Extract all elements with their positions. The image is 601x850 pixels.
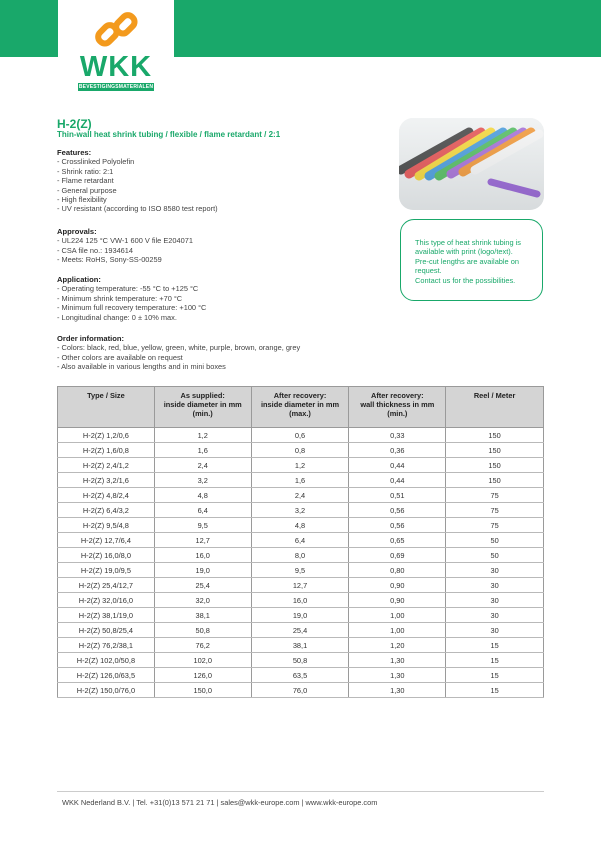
table-cell: H-2(Z) 19,0/9,5 — [58, 563, 155, 578]
table-row — [58, 608, 544, 623]
table-cell: H-2(Z) 1,2/0,6 — [58, 428, 155, 443]
table-cell: 150 — [446, 473, 544, 488]
product-photo — [399, 118, 544, 210]
list-item: - CSA file no.: 1934614 — [57, 245, 134, 255]
table-cell: 30 — [446, 563, 544, 578]
header-as-supplied: As supplied: inside diameter in mm (min.) — [154, 387, 251, 428]
table-cell: 25,4 — [154, 578, 251, 593]
table-cell: H-2(Z) 3,2/1,6 — [58, 473, 155, 488]
table-row — [58, 518, 544, 533]
table-cell: 150 — [446, 428, 544, 443]
application-heading: Application: — [57, 275, 101, 284]
table-cell: H-2(Z) 32,0/16,0 — [58, 593, 155, 608]
table-row — [58, 548, 544, 563]
list-item: - Also available in various lengths and in mini boxes — [57, 362, 226, 372]
table-cell: 1,00 — [349, 608, 446, 623]
header-type-size: Type / Size — [58, 387, 155, 428]
table-row — [58, 473, 544, 488]
table-cell: 150 — [446, 458, 544, 473]
table-row — [58, 593, 544, 608]
table-cell: 15 — [446, 653, 544, 668]
info-line: request. — [415, 266, 442, 276]
table-cell: 50,8 — [154, 623, 251, 638]
order-section — [57, 334, 300, 372]
table-cell: H-2(Z) 38,1/19,0 — [58, 608, 155, 623]
table-cell: 0,44 — [349, 473, 446, 488]
list-item: - Minimum full recovery temperature: +100 °C — [57, 303, 207, 313]
footer-divider — [57, 791, 544, 792]
table-cell: 1,2 — [154, 428, 251, 443]
table-cell: H-2(Z) 4,8/2,4 — [58, 488, 155, 503]
table-cell: 0,56 — [349, 503, 446, 518]
table-cell: 4,8 — [154, 488, 251, 503]
table-cell: 3,2 — [154, 473, 251, 488]
table-row — [58, 533, 544, 548]
table-cell: 0,36 — [349, 443, 446, 458]
table-cell: H-2(Z) 126,0/63,5 — [58, 668, 155, 683]
table-cell: H-2(Z) 1,6/0,8 — [58, 443, 155, 458]
table-cell: 1,30 — [349, 668, 446, 683]
table-cell: 30 — [446, 578, 544, 593]
table-cell: 38,1 — [251, 638, 349, 653]
table-row — [58, 653, 544, 668]
table-row — [58, 503, 544, 518]
table-cell: 16,0 — [154, 548, 251, 563]
table-cell: 50 — [446, 533, 544, 548]
table-cell: 12,7 — [251, 578, 349, 593]
table-cell: 0,6 — [251, 428, 349, 443]
table-cell: 1,6 — [154, 443, 251, 458]
table-cell: 1,20 — [349, 638, 446, 653]
footer-contact: WKK Nederland B.V. | Tel. +31(0)13 571 21 71 | sales@wkk-europe.com | www.wkk-europe.com — [62, 798, 378, 807]
table-cell: 0,33 — [349, 428, 446, 443]
table-cell: H-2(Z) 2,4/1,2 — [58, 458, 155, 473]
table-cell: 15 — [446, 683, 544, 698]
spec-table — [57, 386, 544, 698]
list-item: - Colors: black, red, blue, yellow, green, white, purple, brown, orange, grey — [57, 343, 301, 353]
table-row — [58, 638, 544, 653]
info-line: Pre-cut lengths are available on — [415, 256, 519, 266]
table-cell: 0,44 — [349, 458, 446, 473]
table-cell: 30 — [446, 593, 544, 608]
features-section — [57, 148, 218, 214]
table-cell: 150,0 — [154, 683, 251, 698]
table-cell: H-2(Z) 50,8/25,4 — [58, 623, 155, 638]
table-cell: 9,5 — [251, 563, 349, 578]
table-cell: 25,4 — [251, 623, 349, 638]
table-row — [58, 428, 544, 443]
table-cell: 76,2 — [154, 638, 251, 653]
table-cell: 6,4 — [251, 533, 349, 548]
table-cell: 63,5 — [251, 668, 349, 683]
table-cell: H-2(Z) 9,5/4,8 — [58, 518, 155, 533]
table-row — [58, 443, 544, 458]
table-row — [58, 623, 544, 638]
list-item: - Meets: RoHS, Sony-SS-00259 — [57, 255, 162, 265]
table-cell: 8,0 — [251, 548, 349, 563]
table-cell: 1,6 — [251, 473, 349, 488]
table-row — [58, 458, 544, 473]
table-cell: 75 — [446, 488, 544, 503]
table-cell: 1,30 — [349, 653, 446, 668]
chain-link-icon — [93, 6, 139, 56]
table-cell: 2,4 — [251, 488, 349, 503]
order-heading: Order information: — [57, 334, 125, 343]
table-cell: 30 — [446, 608, 544, 623]
table-cell: 1,00 — [349, 623, 446, 638]
table-cell: 0,90 — [349, 593, 446, 608]
table-cell: 15 — [446, 668, 544, 683]
table-cell: 19,0 — [251, 608, 349, 623]
table-cell: 1,2 — [251, 458, 349, 473]
table-cell: H-2(Z) 150,0/76,0 — [58, 683, 155, 698]
table-cell: H-2(Z) 6,4/3,2 — [58, 503, 155, 518]
list-item: - Operating temperature: -55 °C to +125 °C — [57, 284, 199, 294]
table-row — [58, 668, 544, 683]
table-cell: H-2(Z) 25,4/12,7 — [58, 578, 155, 593]
list-item: - Shrink ratio: 2:1 — [57, 166, 114, 176]
approvals-section — [57, 227, 193, 265]
table-row — [58, 488, 544, 503]
table-cell: 0,69 — [349, 548, 446, 563]
table-cell: H-2(Z) 16,0/8,0 — [58, 548, 155, 563]
product-title: H-2(Z) — [57, 117, 92, 131]
table-cell: 1,30 — [349, 683, 446, 698]
table-cell: 12,7 — [154, 533, 251, 548]
table-cell: 6,4 — [154, 503, 251, 518]
table-cell: 38,1 — [154, 608, 251, 623]
table-cell: 0,90 — [349, 578, 446, 593]
table-cell: 0,65 — [349, 533, 446, 548]
table-cell: 4,8 — [251, 518, 349, 533]
table-cell: H-2(Z) 102,0/50,8 — [58, 653, 155, 668]
table-cell: 3,2 — [251, 503, 349, 518]
table-cell: H-2(Z) 12,7/6,4 — [58, 533, 155, 548]
list-item: - General purpose — [57, 185, 117, 195]
table-row — [58, 563, 544, 578]
table-row — [58, 578, 544, 593]
table-cell: 32,0 — [154, 593, 251, 608]
table-cell: 150 — [446, 443, 544, 458]
approvals-heading: Approvals: — [57, 227, 97, 236]
application-section — [57, 275, 206, 322]
logo-wordmark: WKK — [79, 51, 153, 83]
info-line: This type of heat shrink tubing is — [415, 238, 521, 247]
list-item: - Flame retardant — [57, 176, 114, 186]
info-line: available with print (logo/text). — [415, 247, 513, 257]
table-cell: 2,4 — [154, 458, 251, 473]
table-cell: 0,80 — [349, 563, 446, 578]
table-cell: 75 — [446, 518, 544, 533]
table-cell: 19,0 — [154, 563, 251, 578]
table-cell: 50 — [446, 548, 544, 563]
print-info-box — [400, 219, 543, 301]
table-cell: 0,51 — [349, 488, 446, 503]
product-subtitle: Thin-wall heat shrink tubing / flexible / flame retardant / 2:1 — [57, 130, 281, 139]
list-item: - UV resistant (according to ISO 8580 test report) — [57, 204, 218, 214]
table-cell: 15 — [446, 638, 544, 653]
table-cell: 76,0 — [251, 683, 349, 698]
table-header-row — [58, 387, 544, 428]
table-row — [58, 683, 544, 698]
header-reel-meter: Reel / Meter — [446, 387, 544, 428]
logo-tagline: BEVESTIGINGSMATERIALEN — [78, 84, 154, 90]
list-item: - Other colors are available on request — [57, 352, 183, 362]
table-cell: 0,8 — [251, 443, 349, 458]
list-item: - High flexibility — [57, 195, 107, 205]
header-recovery-diameter: After recovery: inside diameter in mm (max.) — [251, 387, 349, 428]
list-item: - UL224 125 °C VW-1 600 V file E204071 — [57, 236, 193, 246]
table-cell: 16,0 — [251, 593, 349, 608]
list-item: - Crosslinked Polyolefin — [57, 157, 135, 167]
table-cell: 30 — [446, 623, 544, 638]
table-cell: 126,0 — [154, 668, 251, 683]
list-item: - Longitudinal change: 0 ± 10% max. — [57, 312, 177, 322]
header-recovery-wall: After recovery: wall thickness in mm (min.) — [349, 387, 446, 428]
table-cell: 75 — [446, 503, 544, 518]
table-cell: 102,0 — [154, 653, 251, 668]
list-item: - Minimum shrink temperature: +70 °C — [57, 293, 183, 303]
table-cell: 9,5 — [154, 518, 251, 533]
table-cell: 50,8 — [251, 653, 349, 668]
features-heading: Features: — [57, 148, 92, 157]
table-cell: 0,56 — [349, 518, 446, 533]
heat-shrink-tubes-illustration — [399, 118, 544, 210]
info-line: Contact us for the possibilities. — [415, 275, 516, 285]
table-cell: H-2(Z) 76,2/38,1 — [58, 638, 155, 653]
